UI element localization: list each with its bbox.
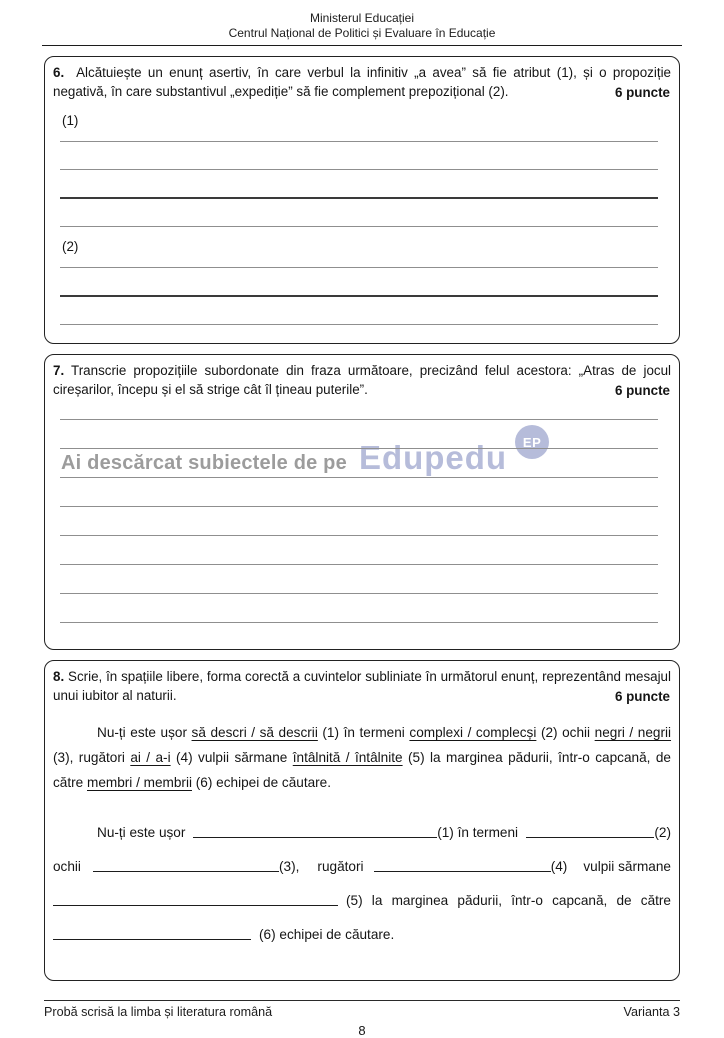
underlined-choice: membri / membrii: [87, 774, 192, 790]
question-6-points: 6 puncte: [614, 85, 670, 101]
fill-4-marker: (4): [550, 858, 568, 874]
answer-blank-6: [53, 939, 251, 940]
question-7-points: 6 puncte: [614, 383, 670, 399]
underlined-choice: să descri / să descrii: [191, 725, 318, 741]
fill-1-prefix: Nu-ți este ușor: [97, 824, 186, 840]
fill-3-marker: (3),: [279, 858, 300, 874]
answer-line: [60, 197, 658, 199]
underlined-choice: complexi / complecși: [409, 725, 537, 741]
answer-line: [60, 622, 658, 623]
footer-variant: Varianta 3: [623, 1004, 680, 1019]
answer-line: [60, 448, 658, 449]
question-7-number: 7.: [53, 363, 65, 379]
question-7-head: [53, 361, 671, 399]
answer-line: [60, 267, 658, 268]
header-divider: [42, 45, 682, 46]
header-center: Centrul Național de Politici și Evaluare în Educație: [228, 25, 496, 40]
underlined-choice: ai / a-i: [130, 750, 171, 766]
sentence-text: (2) ochii: [536, 725, 595, 741]
question-8-sentence: [53, 721, 671, 795]
question-8-number: 8.: [53, 669, 65, 685]
edupedu-watermark: [61, 434, 549, 477]
fill-4-prefix: rugători: [317, 858, 364, 874]
answer-line: [60, 295, 658, 297]
sentence-text: (4) vulpii sărmane: [170, 750, 293, 766]
question-8-box: [44, 660, 680, 980]
answer-line: [60, 506, 658, 507]
fill-1-mid: (1) în termeni: [437, 824, 519, 840]
underlined-choice: negri / negrii: [594, 725, 672, 741]
question-6-box: [44, 56, 680, 344]
footer-exam-name: Probă scrisă la limba și literatura română: [44, 1004, 273, 1019]
fill-4-suffix: vulpii sărmane: [583, 858, 671, 874]
answer-line: [60, 419, 658, 420]
question-8-fill-area: [53, 820, 671, 942]
sentence-text: Nu-ți este ușor: [97, 725, 192, 741]
question-7-box: [44, 354, 680, 650]
question-7-statement: Transcrie propozițiile subordonate din fraza următoare, precizând felul acestora: „Atras de jocul cireșarilor, începu și el să strige cât îl țineau puterile”.: [53, 363, 672, 398]
fill-5-suffix: (5) la marginea pădurii, într-o capcană, de către: [346, 892, 671, 908]
question-8-head: [53, 667, 671, 705]
answer-line: [60, 477, 658, 478]
header-ministry: Ministerul Educației: [309, 11, 415, 25]
fill-2-prefix: ochii: [53, 858, 81, 874]
answer-line: [60, 169, 658, 170]
underlined-choice: întâlnită / întâlnite: [292, 750, 403, 766]
answer-part-1-label: (1): [62, 113, 79, 129]
answer-line: [60, 141, 658, 142]
fill-line-1: [53, 820, 671, 840]
answer-blank-4: [374, 871, 551, 872]
answer-line: [60, 593, 658, 594]
document-header: [0, 0, 724, 40]
question-8-points: 6 puncte: [614, 689, 670, 705]
answer-blank-1: [193, 837, 437, 838]
sentence-text: (6) echipei de căutare.: [191, 774, 332, 790]
question-7-text: [53, 361, 671, 399]
edupedu-logo-text: Edupedu: [358, 439, 508, 477]
question-8-statement: Scrie, în spațiile libere, forma corectă a cuvintelor subliniate în următorul enunț, reprezentând mesajul unui iubitor al naturii.: [53, 669, 671, 704]
answer-line: [60, 564, 658, 565]
answer-blank-3: [93, 871, 279, 872]
question-6-statement: Alcătuiește un enunț asertiv, în care verbul la infinitiv „a avea” să fie atribut (1), și o propoziție negativă, în care substantivul „expediție” să fie complement prepozițional (2).: [53, 65, 671, 100]
fill-line-2: [53, 854, 671, 874]
question-8-text: [53, 667, 671, 705]
fill-2-marker: (2): [654, 824, 671, 840]
answer-line: [60, 535, 658, 536]
question-6-head: [53, 63, 671, 101]
sentence-text: (5) la marginea pădurii, într-o capcană, de către: [53, 750, 671, 790]
answer-line: [60, 226, 658, 227]
answer-line: [60, 324, 658, 325]
answer-part-2-label: (2): [62, 239, 79, 255]
sentence-text: (1) în termeni: [317, 725, 410, 741]
fill-line-4: [53, 922, 671, 942]
question-6-number: 6.: [53, 65, 65, 81]
question-7-answer-area: [53, 419, 671, 623]
document-footer: [44, 1000, 680, 1019]
question-6-text: [53, 63, 671, 101]
edupedu-badge-icon: EP: [515, 425, 549, 459]
fill-6-suffix: (6) echipei de căutare.: [259, 926, 395, 942]
page-number: 8: [358, 1022, 366, 1038]
answer-blank-5: [53, 905, 338, 906]
watermark-text: Ai descărcat subiectele de pe: [61, 452, 347, 475]
fill-line-3: [53, 888, 671, 908]
answer-blank-2: [526, 837, 654, 838]
sentence-text: (3), rugători: [53, 750, 131, 766]
